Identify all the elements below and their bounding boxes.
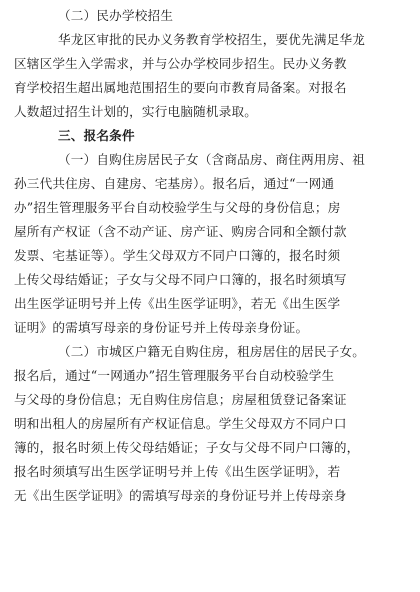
text-line: （一）自购住房居民子女（含商品房、商住两用房、祖 [58,152,366,167]
heading-line: （二）民办学校招生 [58,8,174,23]
text-line: 与父母的身份信息；无自购住房信息；房屋租赁登记备案证 [14,392,347,407]
text-line: 上传父母结婚证；子女与父母不同户口簿的，报名时须填写 [14,272,347,287]
text-line: 孙三代共住房、自建房、宅基房）。报名后，通过“一网通 [14,176,335,191]
text-line: 育学校招生超出属地范围招生的要向市教育局备案。对报名 [14,80,347,95]
text-line: 报名时须填写出生医学证明号并上传《出生医学证明》，若 [14,464,341,479]
text-line: 发票、宅基证等）。学生父母双方不同户口簿的，报名时须 [14,248,341,263]
text-line: 区辖区学生入学需求，并与公办学校同步招生。民办义务教 [14,56,347,71]
text-line: 人数超过招生计划的，实行电脑随机录取。 [14,104,258,119]
text-line: 屋所有产权证（含不动产证、房产证、购房合同和全额付款 [14,224,347,239]
heading-line: 三、报名条件 [58,128,135,143]
text-line: 证明》的需填写母亲的身份证号并上传母亲身份证。 [14,320,309,335]
text-line: （二）市城区户籍无自购住房，租房居住的居民子女。 [58,344,366,359]
text-line: 簿的，报名时须上传父母结婚证；子女与父母不同户口簿的， [14,440,360,455]
section-heading-registration-conditions [14,126,406,147]
text-line: 华龙区审批的民办义务教育学校招生，要优先满足华龙 [58,32,366,47]
paragraph-private-schools [14,30,406,123]
text-line: 无《出生医学证明》的需填写母亲的身份证号并上传母亲身 [14,488,347,503]
paragraph-owner-occupied [14,150,406,339]
section-heading-private-schools [14,6,406,27]
text-line: 明和出租人的房屋所有产权证信息。学生父母双方不同户口 [14,416,347,431]
text-line: 出生医学证明号并上传《出生医学证明》，若无《出生医学 [14,296,341,311]
paragraph-renters [14,342,406,507]
text-line: 报名后，通过“一网通办”招生管理服务平台自动校验学生 [14,368,335,383]
text-line: 办”招生管理服务平台自动校验学生与父母的身份信息；房 [14,200,341,215]
